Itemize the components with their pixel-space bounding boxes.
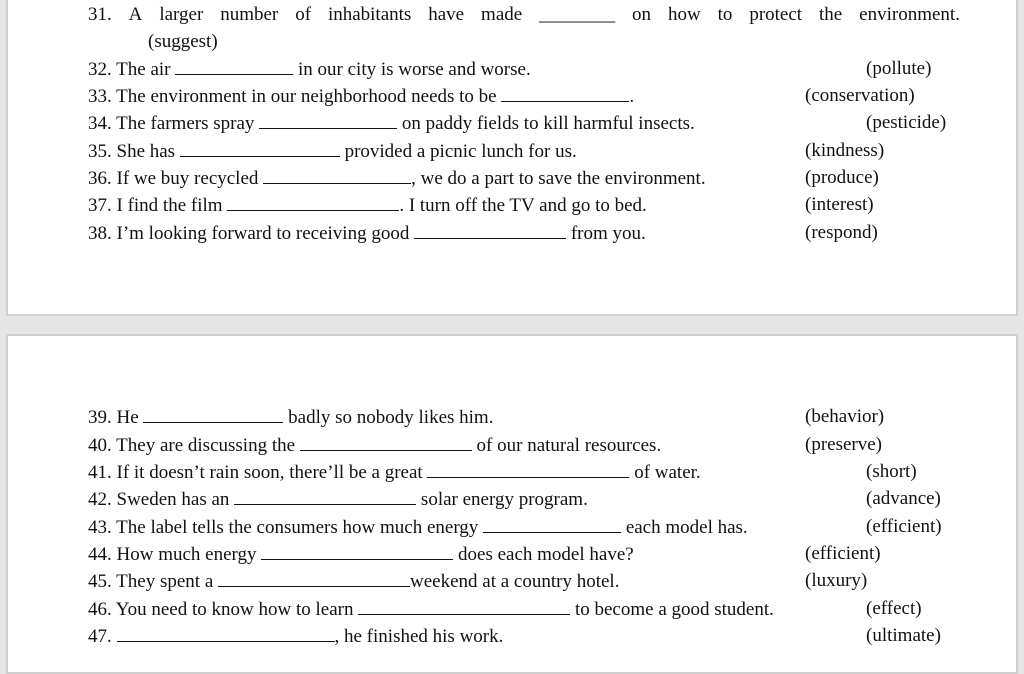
answer-blank: ________ xyxy=(539,4,616,25)
hint-37: (interest) xyxy=(805,194,874,215)
hint-44: (efficient) xyxy=(805,543,881,564)
worksheet-page-2 xyxy=(6,334,1018,674)
answer-blank xyxy=(263,167,411,184)
question-47: 47. , he finished his work. xyxy=(88,626,504,647)
question-39: 39. He badly so nobody likes him. xyxy=(88,407,494,428)
hint-34: (pesticide) xyxy=(866,112,947,133)
question-31-line: 31. A larger number of inhabitants have made ________ on how to protect the environment. xyxy=(88,4,960,25)
answer-blank xyxy=(414,222,566,239)
hint-47: (ultimate) xyxy=(866,625,941,646)
hint-39: (behavior) xyxy=(805,406,885,427)
answer-blank xyxy=(234,488,416,505)
question-45: 45. They spent a weekend at a country hotel. xyxy=(88,571,620,592)
hint-32: (pollute) xyxy=(866,58,932,79)
answer-blank xyxy=(427,461,629,478)
hint-46: (effect) xyxy=(866,598,922,619)
answer-blank xyxy=(300,434,472,451)
question-40: 40. They are discussing the of our natural resources. xyxy=(88,435,662,456)
answer-blank xyxy=(261,543,453,560)
question-37: 37. I find the film . I turn off the TV and go to bed. xyxy=(88,195,647,216)
hint-36: (produce) xyxy=(805,167,879,188)
hint-41: (short) xyxy=(866,461,917,482)
question-34: 34. The farmers spray on paddy fields to kill harmful insects. xyxy=(88,113,695,134)
question-31 xyxy=(88,4,960,26)
question-35: 35. She has provided a picnic lunch for us. xyxy=(88,141,577,162)
answer-blank xyxy=(483,516,621,533)
hint-38: (respond) xyxy=(805,222,878,243)
answer-blank xyxy=(358,598,570,615)
hint-35: (kindness) xyxy=(805,140,885,161)
hint-31: (suggest) xyxy=(148,31,218,52)
question-32: 32. The air in our city is worse and worse. xyxy=(88,59,531,80)
answer-blank xyxy=(143,406,283,423)
question-42: 42. Sweden has an solar energy program. xyxy=(88,489,588,510)
question-44: 44. How much energy does each model have? xyxy=(88,544,634,565)
question-36: 36. If we buy recycled , we do a part to save the environment. xyxy=(88,168,706,189)
answer-blank xyxy=(117,625,335,642)
hint-43: (efficient) xyxy=(866,516,942,537)
answer-blank xyxy=(501,85,629,102)
question-41: 41. If it doesn’t rain soon, there’ll be a great of water. xyxy=(88,462,701,483)
question-number: 31. xyxy=(88,4,112,25)
answer-blank xyxy=(259,112,397,129)
hint-45: (luxury) xyxy=(805,570,868,591)
hint-40: (preserve) xyxy=(805,434,883,455)
hint-42: (advance) xyxy=(866,488,941,509)
answer-blank xyxy=(180,140,340,157)
question-43: 43. The label tells the consumers how much energy each model has. xyxy=(88,517,748,538)
question-33: 33. The environment in our neighborhood needs to be . xyxy=(88,86,635,107)
question-46: 46. You need to know how to learn to become a good student. xyxy=(88,599,774,620)
answer-blank xyxy=(175,58,293,75)
hint-33: (conservation) xyxy=(805,85,915,106)
question-38: 38. I’m looking forward to receiving good from you. xyxy=(88,223,646,244)
answer-blank xyxy=(227,194,399,211)
worksheet-page-1 xyxy=(6,0,1018,316)
answer-blank xyxy=(218,570,410,587)
